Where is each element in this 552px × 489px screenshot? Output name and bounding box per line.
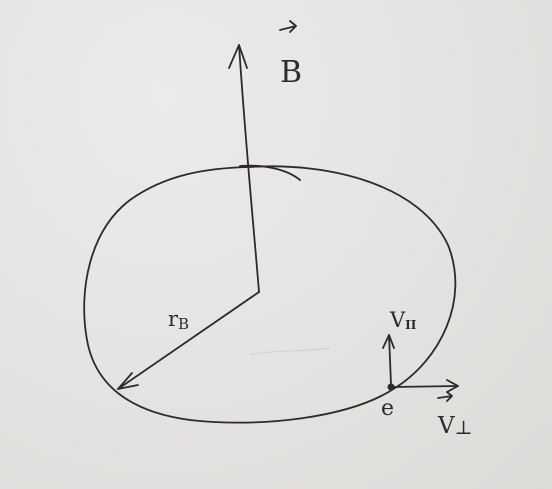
v-perp-vector-arrow-icon bbox=[438, 392, 452, 401]
electron-label: e bbox=[381, 396, 395, 421]
v-parallel-label-subscript: II bbox=[405, 318, 417, 332]
field-axis-line bbox=[239, 45, 259, 292]
v-parallel-arrow-line bbox=[389, 335, 391, 384]
radius-vector-arrowhead bbox=[118, 373, 138, 389]
radius-vector-line bbox=[118, 292, 259, 389]
radius-label bbox=[168, 307, 189, 333]
faint-paper-mark bbox=[250, 348, 330, 355]
v-perp-arrow-line bbox=[393, 386, 458, 387]
field-vector-arrow-icon bbox=[280, 21, 296, 32]
v-parallel-label-main: V bbox=[390, 308, 406, 332]
radius-label-subscript: B bbox=[178, 315, 190, 333]
v-perp-label bbox=[437, 413, 473, 439]
field-axis-arrowhead bbox=[229, 45, 247, 68]
v-parallel-label bbox=[389, 308, 417, 332]
v-perp-label-subscript: ⊥ bbox=[454, 417, 473, 439]
field-label: B bbox=[280, 55, 303, 90]
orbit-ellipse bbox=[84, 166, 455, 422]
radius-label-main: r bbox=[168, 307, 179, 331]
v-perp-label-main: V bbox=[438, 413, 455, 439]
